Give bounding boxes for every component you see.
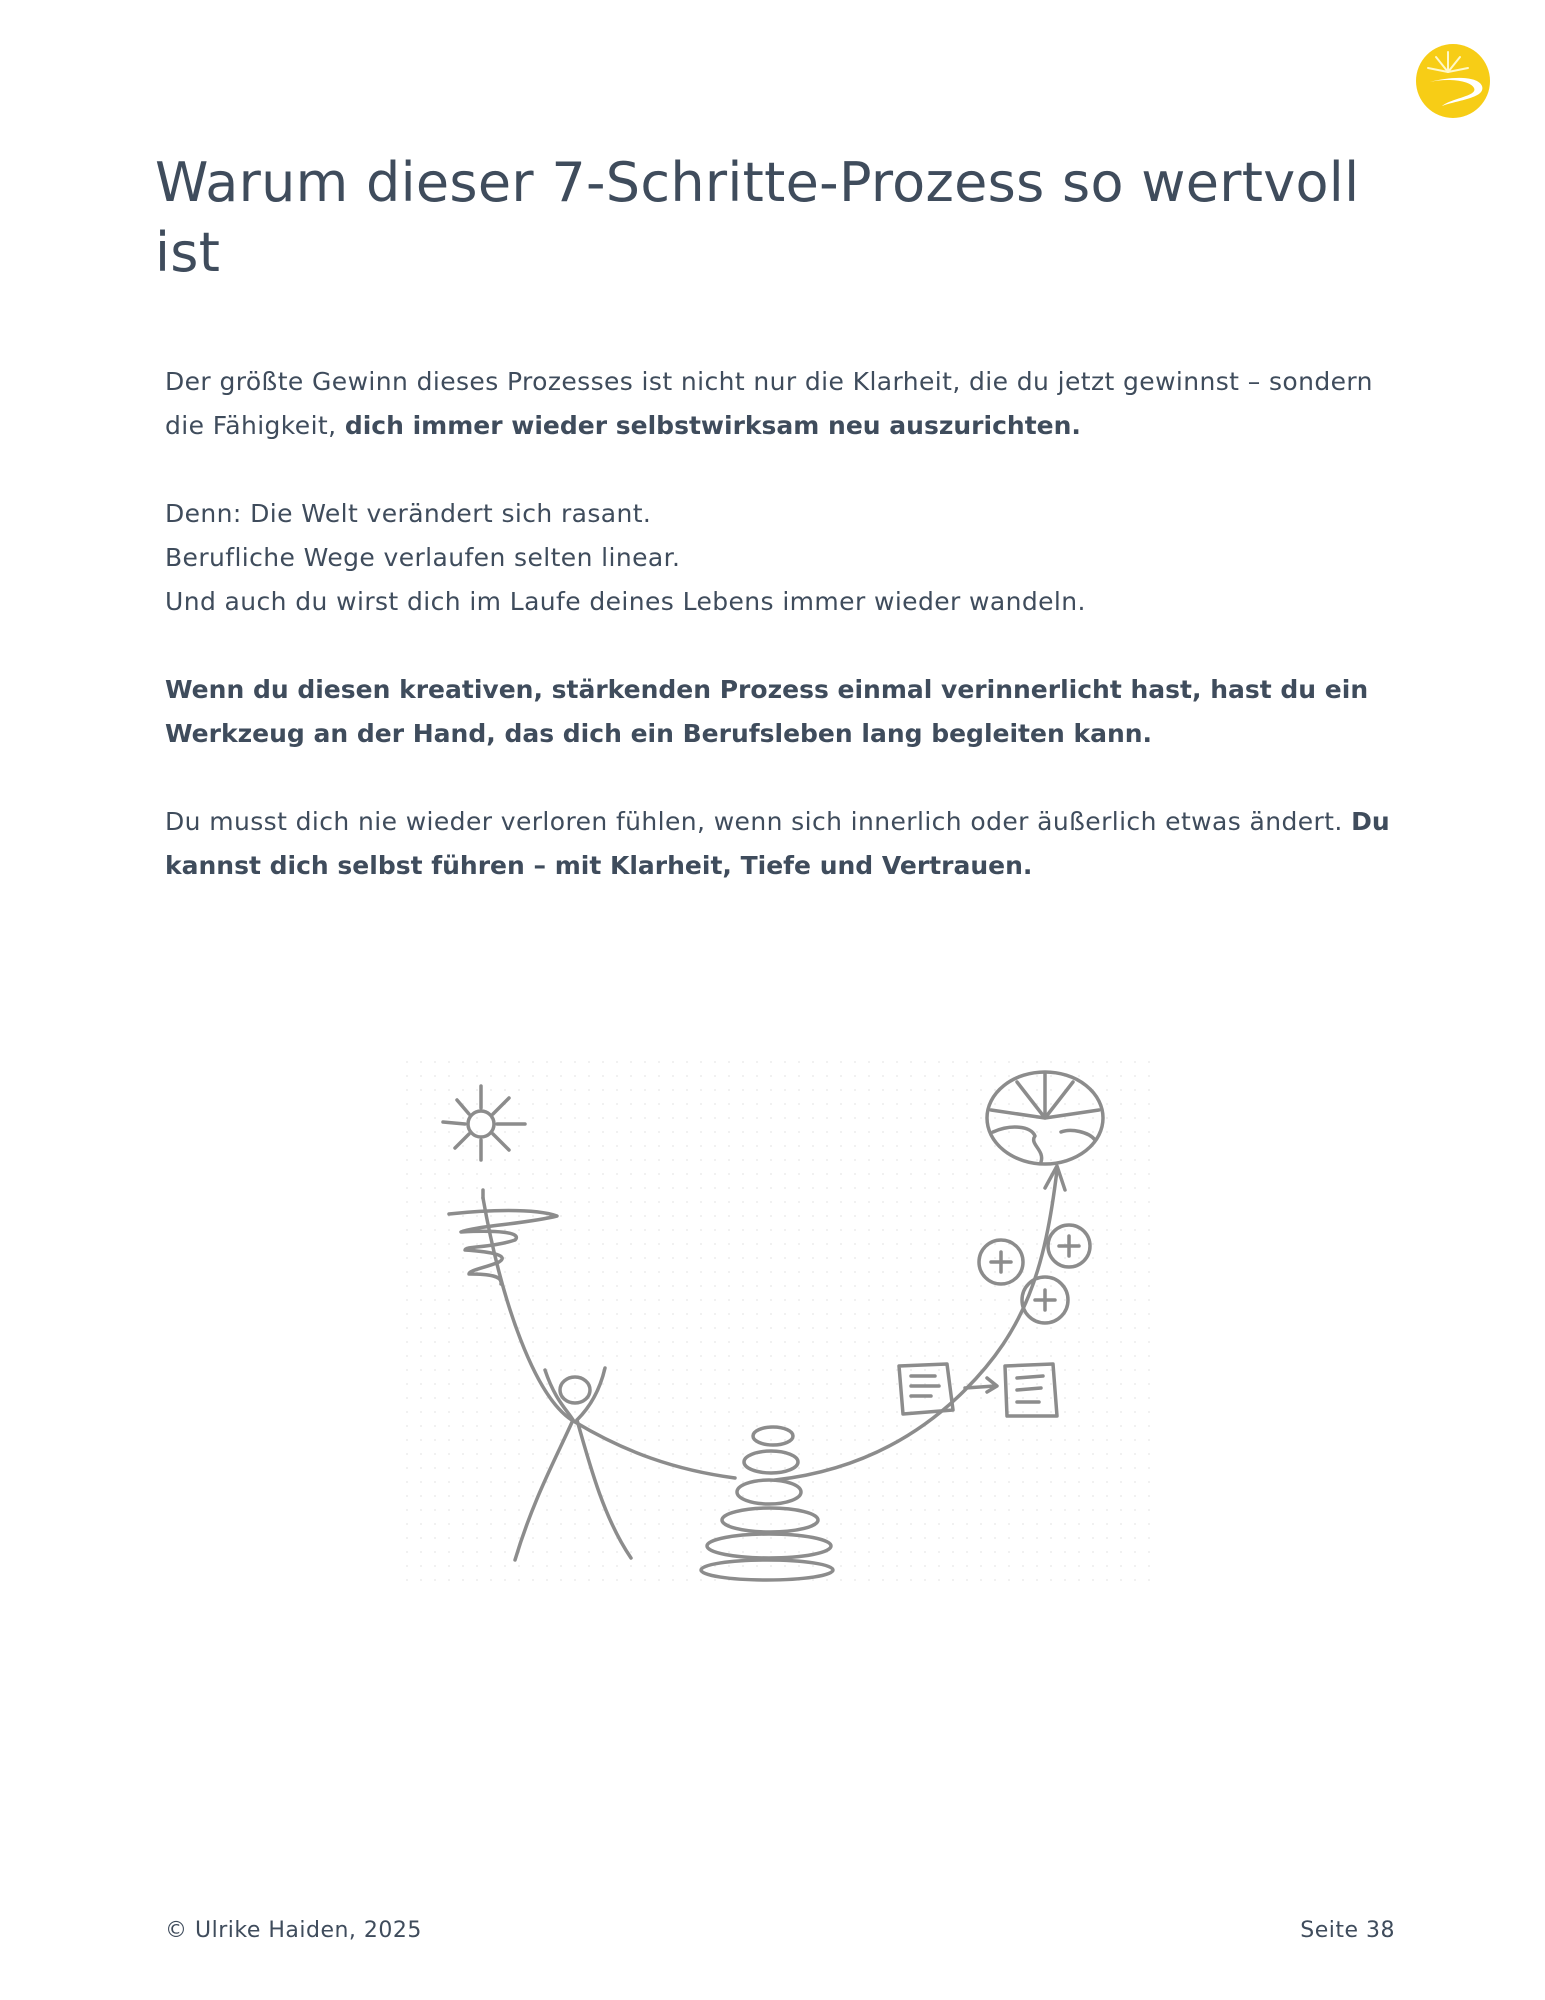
- paragraph-intro-text: Der größte Gewinn dieses Prozesses ist nicht nur die Klarheit, die du jetzt gewinnst – sondern die Fähigkeit,: [165, 367, 1373, 440]
- paragraph-lead-bold: Du kannst dich selbst führen – mit Klarheit, Tiefe und Vertrauen.: [165, 807, 1390, 880]
- paragraph-change-line3: Und auch du wirst dich im Laufe deines Lebens immer wieder wandeln.: [165, 587, 1086, 616]
- paragraph-lead: [165, 800, 1395, 888]
- paragraph-intro-bold: dich immer wieder selbstwirksam neu auszurichten.: [344, 411, 1081, 440]
- paragraph-intro: [165, 360, 1395, 448]
- page-number: Seite 38: [1300, 1918, 1395, 1943]
- sun-path-logo-icon: [1412, 40, 1494, 122]
- paragraph-lead-text: Du musst dich nie wieder verloren fühlen, wenn sich innerlich oder äußerlich etwas ändert.: [165, 807, 1352, 836]
- copyright-notice: © Ulrike Haiden, 2025: [165, 1918, 422, 1943]
- paragraph-tool: [165, 668, 1395, 756]
- paragraph-change-line1: Denn: Die Welt verändert sich rasant.: [165, 499, 652, 528]
- paragraph-change-line2: Berufliche Wege verlaufen selten linear.: [165, 543, 681, 572]
- body-text: [165, 360, 1395, 932]
- paragraph-change: [165, 492, 1395, 624]
- page-title: Warum dieser 7-Schritte-Prozess so wertvoll ist: [155, 151, 1360, 284]
- valley-journey-sketch-icon: [405, 1060, 1150, 1600]
- paragraph-tool-bold: Wenn du diesen kreativen, stärkenden Prozess einmal verinnerlicht hast, hast du ein Werkzeug an der Hand, das dich ein Berufsleben lang begleiten kann.: [165, 675, 1369, 748]
